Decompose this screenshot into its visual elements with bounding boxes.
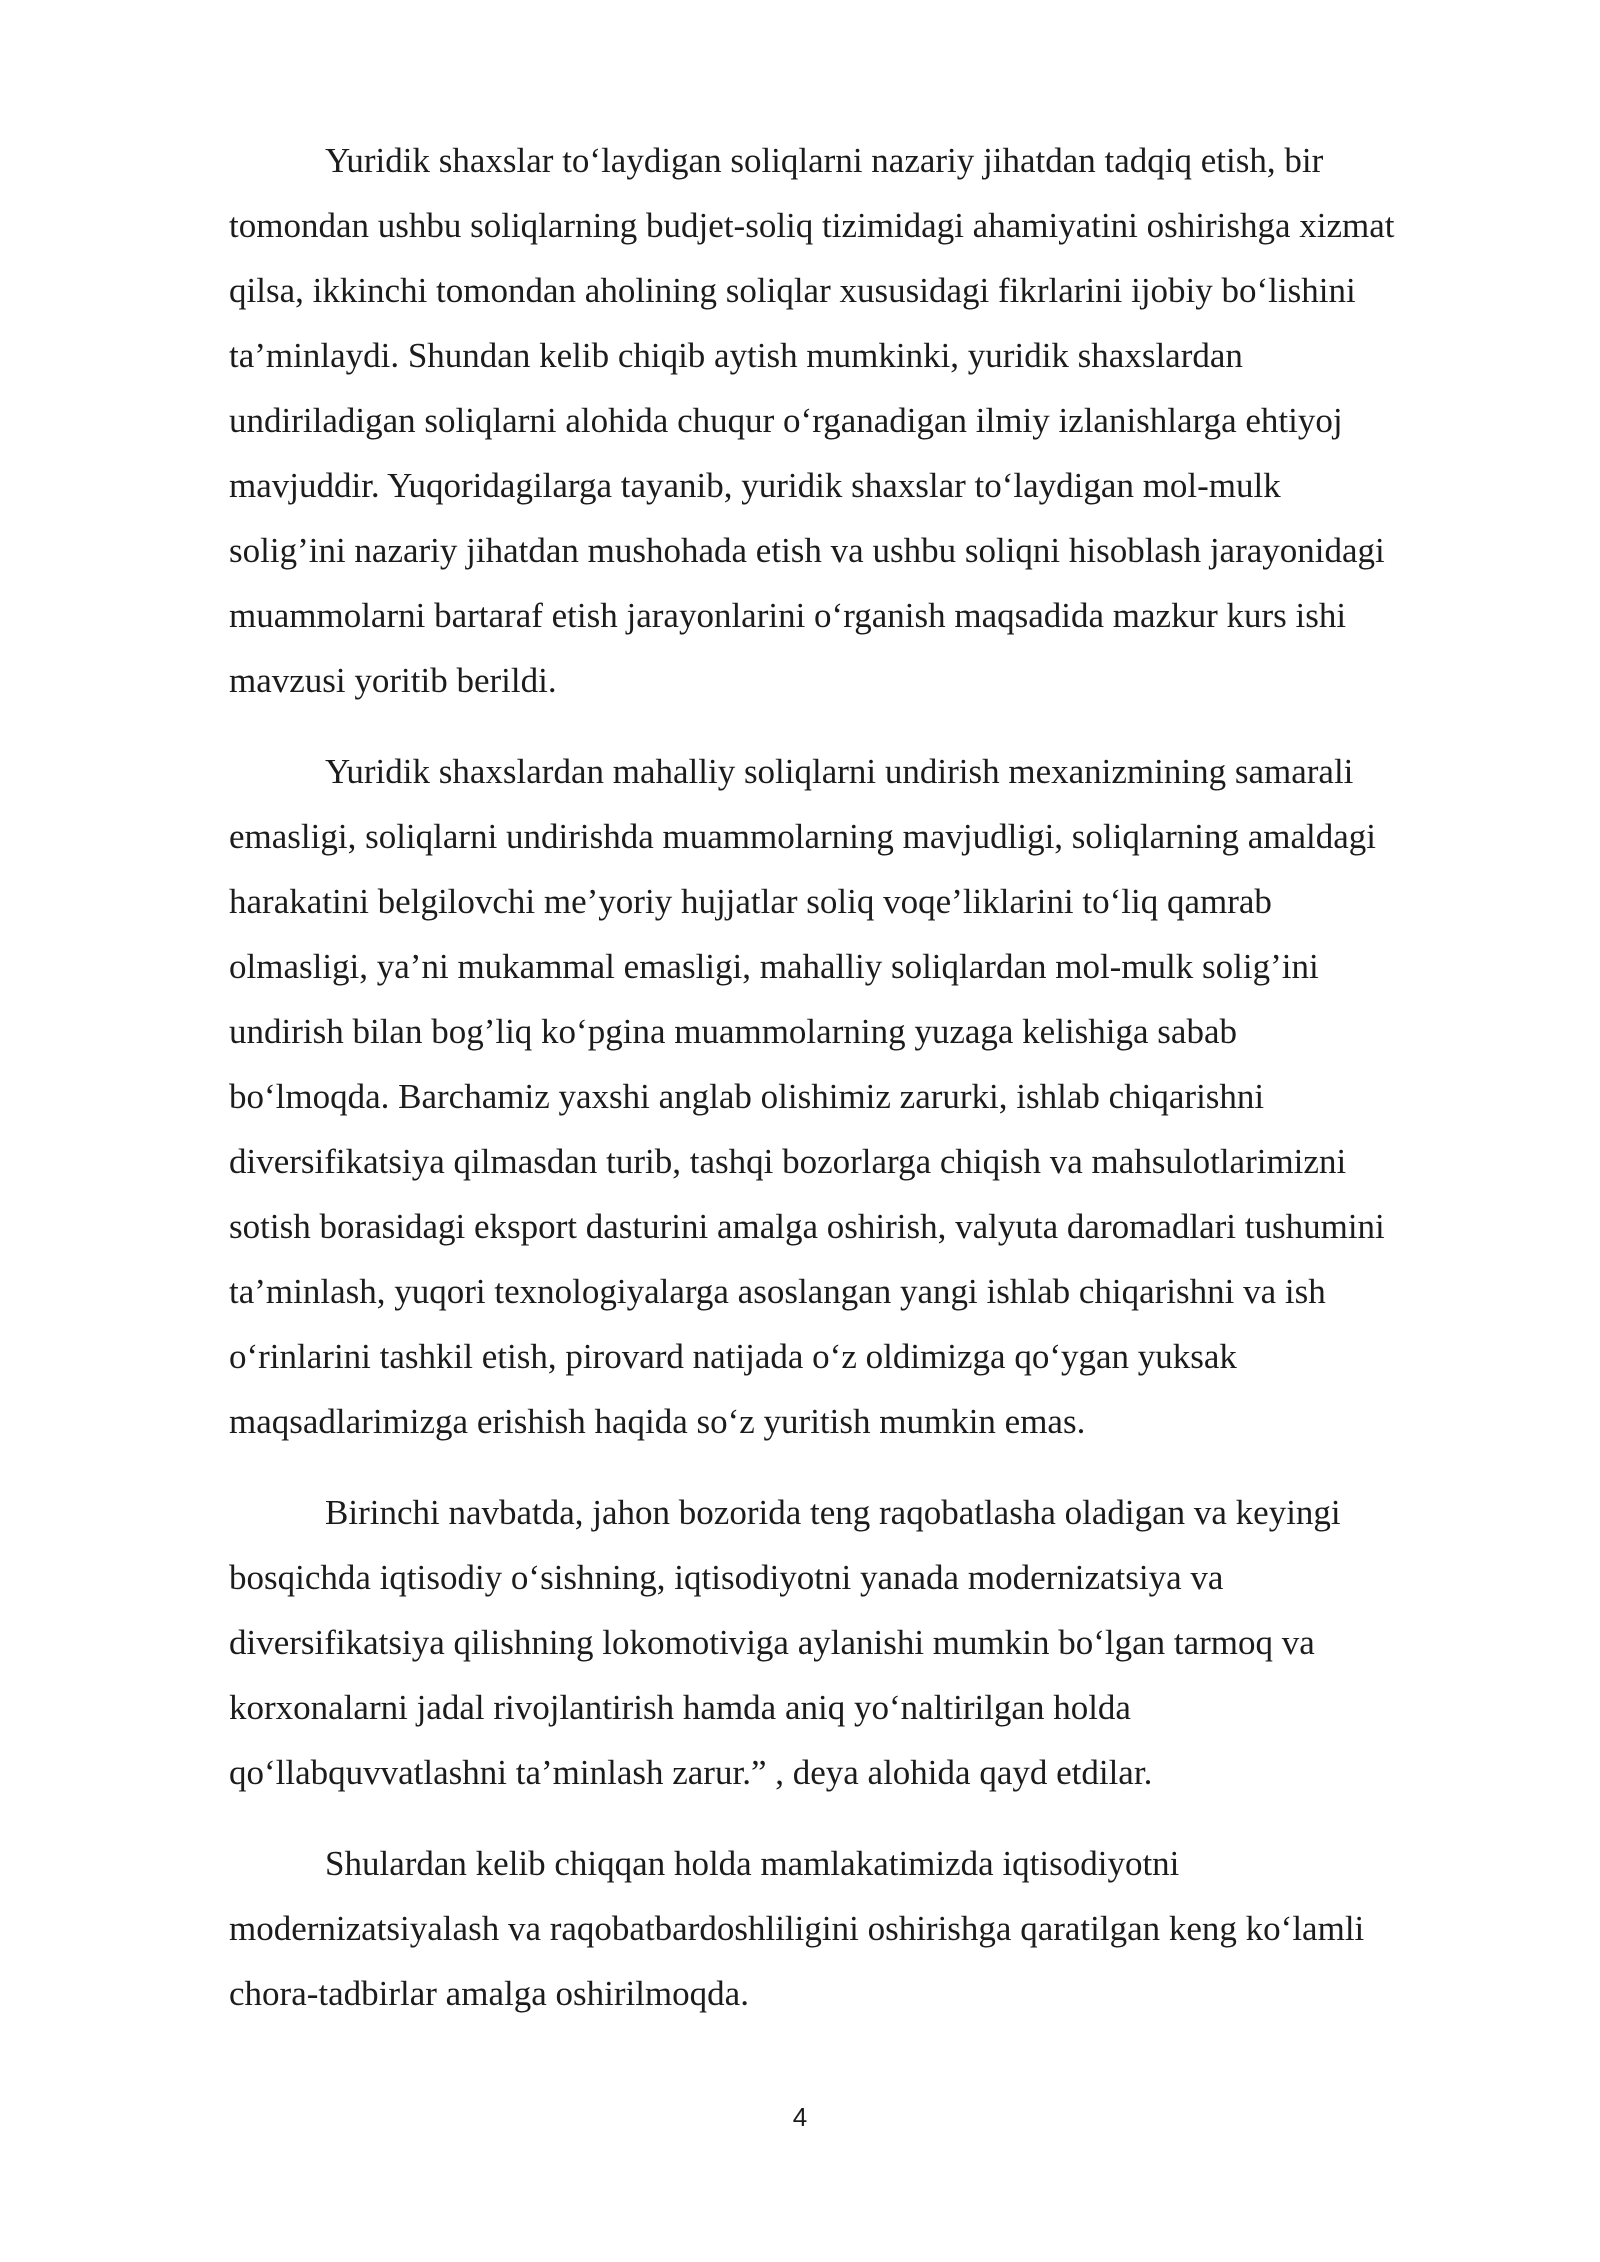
paragraph-line: mavjuddir. Yuqoridagilarga tayanib, yuridik shaxslar to‘laydigan mol-mulk: [229, 466, 1281, 505]
paragraph-line: diversifikatsiya qilishning lokomotiviga aylanishi mumkin bo‘lgan tarmoq va: [229, 1623, 1315, 1662]
paragraph-1: [229, 128, 1491, 713]
paragraph-line: sotish borasidagi eksport dasturini amalga oshirish, valyuta daromadlari tushumini: [229, 1207, 1385, 1246]
paragraph-line: olmasligi, ya’ni mukammal emasligi, mahalliy soliqlardan mol-mulk solig’ini: [229, 947, 1319, 986]
paragraph-line: undiriladigan soliqlarni alohida chuqur o‘rganadigan ilmiy izlanishlarga ehtiyoj: [229, 401, 1343, 440]
paragraph-line: qo‘llabquvvatlashni ta’minlash zarur.” , deya alohida qayd etdilar.: [229, 1753, 1153, 1792]
paragraph-line: mavzusi yoritib berildi.: [229, 661, 557, 700]
paragraph-line: diversifikatsiya qilmasdan turib, tashqi bozorlarga chiqish va mahsulotlarimizni: [229, 1142, 1347, 1181]
paragraph-line: modernizatsiyalash va raqobatbardoshliligini oshirishga qaratilgan keng ko‘lamli: [229, 1909, 1365, 1948]
paragraph-line: chora-tadbirlar amalga oshirilmoqda.: [229, 1974, 749, 2013]
paragraph-3: [229, 1480, 1491, 1805]
paragraph-line: ta’minlash, yuqori texnologiyalarga asoslangan yangi ishlab chiqarishni va ish: [229, 1272, 1326, 1311]
paragraph-line: korxonalarni jadal rivojlantirish hamda aniq yo‘naltirilgan holda: [229, 1688, 1131, 1727]
paragraph-line: Yuridik shaxslardan mahalliy soliqlarni undirish mexanizmining samarali: [325, 752, 1354, 791]
paragraph-2: [229, 739, 1491, 1454]
paragraph-line: harakatini belgilovchi me’yoriy hujjatlar soliq voqe’liklarini to‘liq qamrab: [229, 882, 1272, 921]
paragraph-line: tomondan ushbu soliqlarning budjet-soliq tizimidagi ahamiyatini oshirishga xizmat: [229, 206, 1395, 245]
paragraph-line: Birinchi navbatda, jahon bozorida teng raqobatlasha oladigan va keyingi: [325, 1493, 1341, 1532]
paragraph-line: bosqichda iqtisodiy o‘sishning, iqtisodiyotni yanada modernizatsiya va: [229, 1558, 1224, 1597]
paragraph-line: Shulardan kelib chiqqan holda mamlakatimizda iqtisodiyotni: [325, 1844, 1180, 1883]
paragraph-line: solig’ini nazariy jihatdan mushohada etish va ushbu soliqni hisoblash jarayonidagi: [229, 531, 1385, 570]
paragraph-4: [229, 1831, 1491, 2026]
paragraph-line: bo‘lmoqda. Barchamiz yaxshi anglab olishimiz zarurki, ishlab chiqarishni: [229, 1077, 1265, 1116]
paragraph-line: Yuridik shaxslar to‘laydigan soliqlarni nazariy jihatdan tadqiq etish, bir: [325, 141, 1324, 180]
paragraph-line: undirish bilan bog’liq ko‘pgina muammolarning yuzaga kelishiga sabab: [229, 1012, 1237, 1051]
document-body: [229, 128, 1491, 2052]
paragraph-line: emasligi, soliqlarni undirishda muammolarning mavjudligi, soliqlarning amaldagi: [229, 817, 1377, 856]
paragraph-line: qilsa, ikkinchi tomondan aholining soliqlar xususidagi fikrlarini ijobiy bo‘lishini: [229, 271, 1356, 310]
paragraph-line: o‘rinlarini tashkil etish, pirovard natijada o‘z oldimizga qo‘ygan yuksak: [229, 1337, 1237, 1376]
paragraph-line: ta’minlaydi. Shundan kelib chiqib aytish mumkinki, yuridik shaxslardan: [229, 336, 1243, 375]
page-number: 4: [792, 2102, 808, 2132]
paragraph-line: muammolarni bartaraf etish jarayonlarini o‘rganish maqsadida mazkur kurs ishi: [229, 596, 1347, 635]
paragraph-line: maqsadlarimizga erishish haqida so‘z yuritish mumkin emas.: [229, 1402, 1086, 1441]
